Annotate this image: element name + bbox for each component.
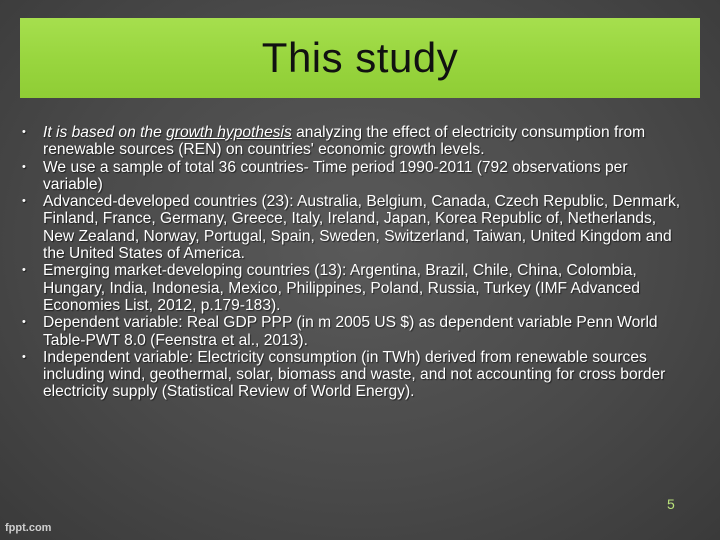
bullet-marker: • — [22, 264, 26, 277]
bullet-4-text: Emerging market-developing countries (13): Argentina, Brazil, Chile, China, Colombia, Hungary, India, Indonesia, Mexico, Philippines, Poland, Russia, Turkey (IMF Advanced Economies List, 2012, p.179-183). — [43, 262, 640, 314]
title-bar — [20, 18, 700, 98]
bullet-marker: • — [22, 316, 26, 329]
bullet-item-4 — [22, 262, 682, 314]
bullet-marker: • — [22, 350, 26, 363]
bullet-item-3 — [22, 193, 682, 262]
bullet-5-text: Dependent variable: Real GDP PPP (in m 2005 US $) as dependent variable Penn World Table-PWT 8.0 (Feenstra et al., 2013). — [43, 314, 658, 349]
bullet-marker: • — [22, 126, 26, 138]
bullet-marker: • — [22, 195, 26, 208]
bullet-2-text: We use a sample of total 36 countries- Time period 1990-2011 (792 observations per variable) — [43, 158, 628, 193]
bullet-list — [22, 124, 682, 401]
bullet-1-italic: It is based on the — [43, 124, 167, 141]
bullet-item-5 — [22, 314, 682, 349]
page-number: 5 — [667, 496, 675, 512]
bullet-item-6 — [22, 349, 682, 401]
bullet-marker: • — [22, 160, 26, 173]
slide-title: This study — [261, 34, 459, 81]
bullet-3-text: Advanced-developed countries (23): Australia, Belgium, Canada, Czech Republic, Denmark, Finland, France, Germany, Greece, Italy, Ireland, Japan, Korea Republic of, Netherlands, New Zealand, Norway, Portugal, Spain, Sweden, Switzerland, Taiwan, United Kingdom and the United States of America. — [43, 193, 681, 263]
growth-hypothesis-text: growth hypothesis — [166, 124, 292, 141]
brand-watermark: fppt.com — [5, 522, 52, 534]
bullet-item-2 — [22, 159, 682, 194]
bullet-item-1 — [22, 124, 682, 159]
bullet-6-text: Independent variable: Electricity consumption (in TWh) derived from renewable sources including wind, geothermal, solar, biomass and waste, and not accounting for cross border electricity supply (Statistical Review of World Energy). — [43, 348, 666, 401]
bullet-1-rest: analyzing the effect of electricity consumption from renewable sources (REN) on countries' economic growth levels. — [43, 124, 646, 159]
